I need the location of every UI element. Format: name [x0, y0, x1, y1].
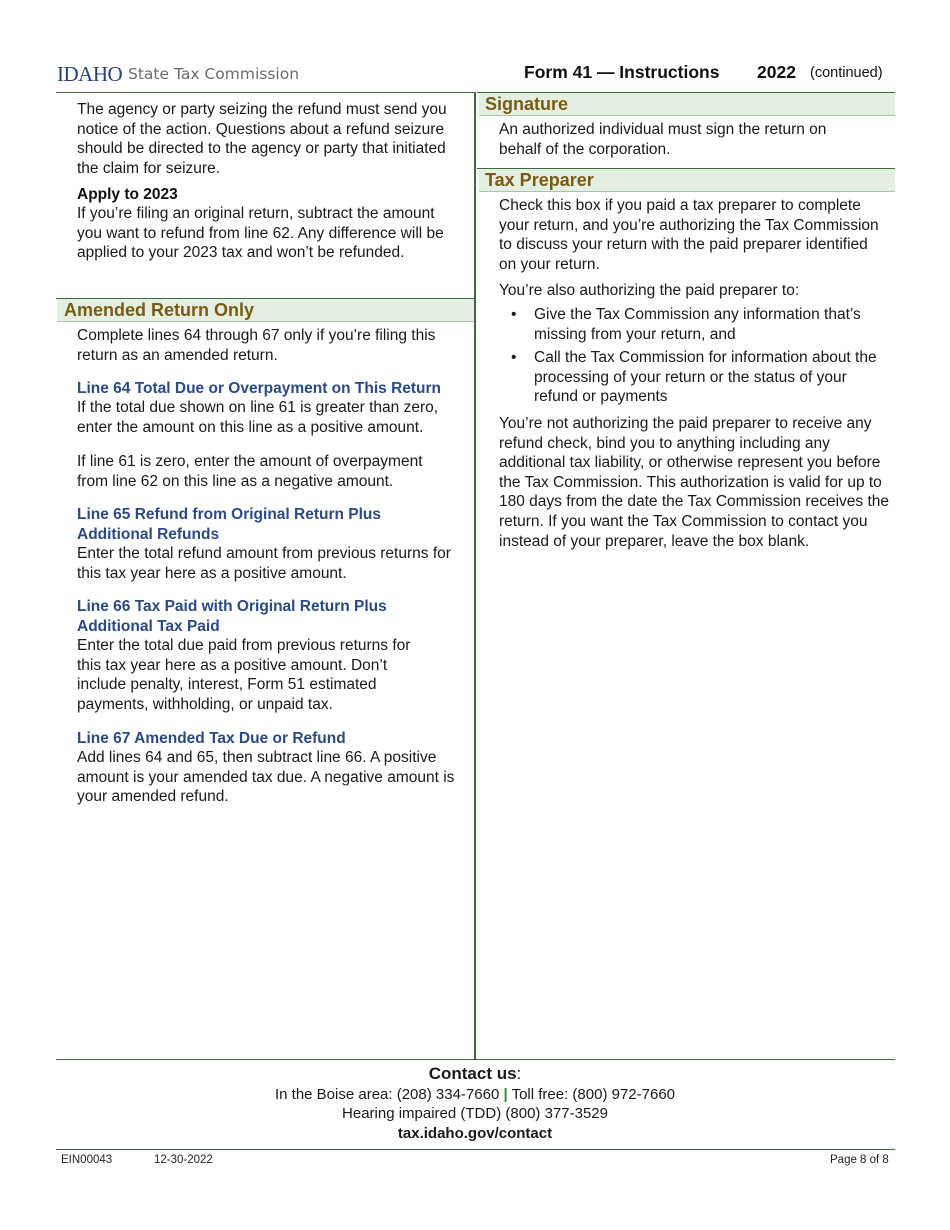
preparer-bullet-list [499, 305, 893, 411]
preparer-section-heading: Tax Preparer [479, 169, 895, 192]
seizure-paragraph: The agency or party seizing the refund must send you notice of the action. Questions about a refund seizure should be directed to the agency or party that initiated the claim for seizure. [77, 101, 447, 177]
signature-paragraph: An authorized individual must sign the return on behalf of the corporation. [499, 121, 827, 158]
preparer-paragraph-1: Check this box if you paid a tax preparer to complete your return, and you’re authorizing the Tax Commission to discuss your return with the paid preparer identified on your return. [499, 197, 879, 273]
column-divider [474, 92, 476, 1059]
list-item [499, 305, 893, 344]
bullet-text: Give the Tax Commission any information that’s missing from your return, and [534, 306, 861, 343]
line67-heading: Line 67 Amended Tax Due or Refund [77, 730, 346, 747]
header-rule-left [56, 92, 475, 93]
revision-date: 12-30-2022 [154, 1154, 213, 1166]
contact-colon: : [516, 1064, 522, 1083]
bullet-marker: • [511, 349, 517, 367]
amended-paragraph: Complete lines 64 through 67 only if you’re filing this return as an amended return. [77, 327, 436, 364]
tdd-line: Hearing impaired (TDD) (800) 377-3529 [342, 1105, 608, 1122]
footer-top-rule [56, 1059, 895, 1060]
line67-paragraph: Add lines 64 and 65, then subtract line 66. A positive amount is your amended tax due. A negative amount is your amended refund. [77, 749, 455, 806]
list-item [499, 348, 893, 407]
form-title: Form 41 — Instructions [524, 62, 720, 82]
signature-section-heading: Signature [479, 93, 895, 116]
contact-label: Contact us [428, 1064, 517, 1083]
form-code: EIN00043 [61, 1154, 113, 1166]
apply-paragraph: If you’re filing an original return, subtract the amount you want to refund from line 62. Any difference will be applied to your 2023 tax and won’t be refunded. [77, 205, 444, 262]
preparer-paragraph-3: You’re not authorizing the paid preparer to receive any refund check, bind you to anything including any additional tax liability, or otherwise represent you before the Tax Commission. This authorization is valid for up to 180 days from the date the Tax Commission receives the return. If you want the Tax Commission to contact you instead of your preparer, leave the box blank. [499, 415, 889, 550]
line66-paragraph: Enter the total due paid from previous returns for this tax year here as a positive amount. Don’t include penalty, interest, Form 51 estimated payments, withholding, or unpaid tax. [77, 637, 411, 713]
idaho-logo: IDAHO [57, 62, 123, 86]
line64-paragraph-2: If line 61 is zero, enter the amount of overpayment from line 62 on this line as a negative amount. [77, 453, 423, 490]
contact-website-link[interactable]: tax.idaho.gov/contact [397, 1125, 553, 1142]
apply-heading: Apply to 2023 [77, 186, 178, 203]
line65-paragraph: Enter the total refund amount from previous returns for this tax year here as a positive amount. [77, 545, 451, 582]
line64-heading: Line 64 Total Due or Overpayment on This Return [77, 380, 442, 397]
continued-label: (continued) [810, 65, 883, 81]
bullet-text: Call the Tax Commission for information about the processing of your return or the status of your refund or payments [534, 349, 877, 406]
bullet-marker: • [511, 306, 517, 323]
preparer-paragraph-2: You’re also authorizing the paid preparer to: [499, 282, 800, 299]
tollfree-phone: Toll free: (800) 972-7660 [511, 1086, 676, 1103]
amended-section-heading: Amended Return Only [57, 299, 474, 322]
form-year: 2022 [757, 62, 796, 82]
boise-phone: In the Boise area: (208) 334-7660 [274, 1086, 500, 1103]
footer-bottom-rule [56, 1149, 895, 1150]
phone-separator: | [503, 1086, 508, 1103]
line64-paragraph-1: If the total due shown on line 61 is greater than zero, enter the amount on this line as a positive amount. [77, 399, 439, 436]
contact-heading [0, 1064, 950, 1084]
phone-line [0, 1086, 950, 1103]
line66-heading: Line 66 Tax Paid with Original Return Plus Additional Tax Paid [77, 598, 387, 635]
line65-heading: Line 65 Refund from Original Return Plus Additional Refunds [77, 506, 382, 543]
page-number: Page 8 of 8 [830, 1154, 889, 1166]
agency-name: State Tax Commission [128, 65, 300, 83]
